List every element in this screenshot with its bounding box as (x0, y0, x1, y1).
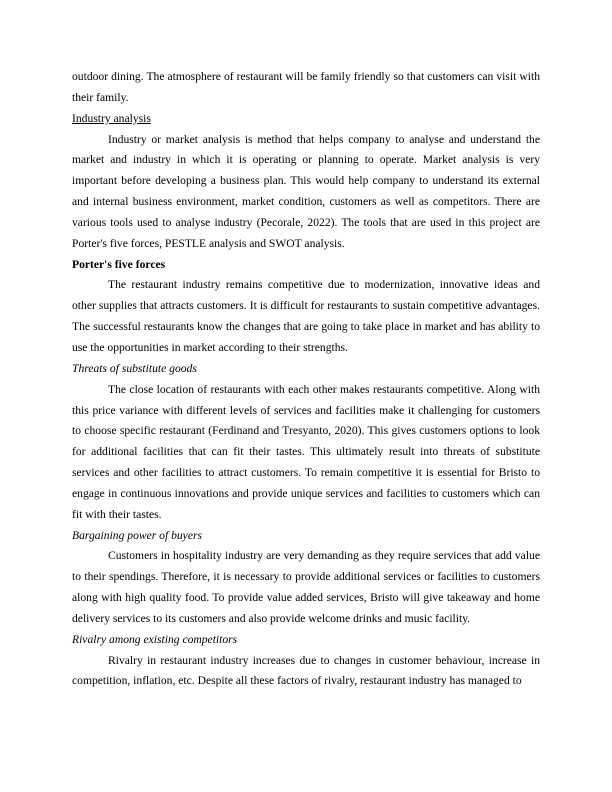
porters-five-forces-paragraph: The restaurant industry remains competitive due to modernization, innovative ideas and other supplies that attracts customers. It is difficult for restaurants to sustain competitive advantages. The successful restaurants know the changes that are going to take place in market and has ability to use the opportunities in market according to their strengths. (72, 278, 540, 354)
intro-continuation-paragraph: outdoor dining. The atmosphere of restaurant will be family friendly so that customers can visit with their family. (72, 70, 540, 104)
bargaining-power-of-buyers-heading: Bargaining power of buyers (72, 528, 202, 542)
bargaining-power-of-buyers-paragraph: Customers in hospitality industry are very demanding as they require services that add value to their spendings. Therefore, it is necessary to provide additional services or facilities to customers along with high quality food. To provide value added services, Bristo will give takeaway and home delivery services to its customers and also provide welcome drinks and music facility. (72, 549, 540, 625)
rivalry-among-existing-competitors-paragraph: Rivalry in restaurant industry increases due to changes in customer behaviour, increase in competition, inflation, etc. Despite all these factors of rivalry, restaurant industry has managed to (72, 653, 540, 688)
threats-of-substitute-goods-heading: Threats of substitute goods (72, 361, 197, 375)
page-content (72, 67, 540, 692)
rivalry-among-existing-competitors-heading: Rivalry among existing competitors (72, 632, 238, 646)
industry-analysis-heading: Industry analysis (72, 111, 151, 125)
industry-analysis-paragraph: Industry or market analysis is method that helps company to analyse and understand the market and industry in which it is operating or planning to operate. Market analysis is very important before developing a business plan. This would help company to understand its external and internal business environment, market condition, customers as well as competitors. There are various tools used to analyse industry (Pecorale, 2022). The tools that are used in this project are Porter's five forces, PESTLE analysis and SWOT analysis. (72, 132, 540, 250)
threats-of-substitute-goods-paragraph: The close location of restaurants with each other makes restaurants competitive. Along with this price variance with different levels of services and facilities make it challenging for customers to choose specific restaurant (Ferdinand and Tresyanto, 2020). This gives customers options to look for additional facilities that can fit their tastes. This ultimately result into threats of substitute services and other facilities to attract customers. To remain competitive it is essential for Bristo to engage in continuous innovations and provide unique services and facilities to customers which can fit with their tastes. (72, 382, 540, 521)
porters-five-forces-heading: Porter's five forces (72, 257, 166, 271)
